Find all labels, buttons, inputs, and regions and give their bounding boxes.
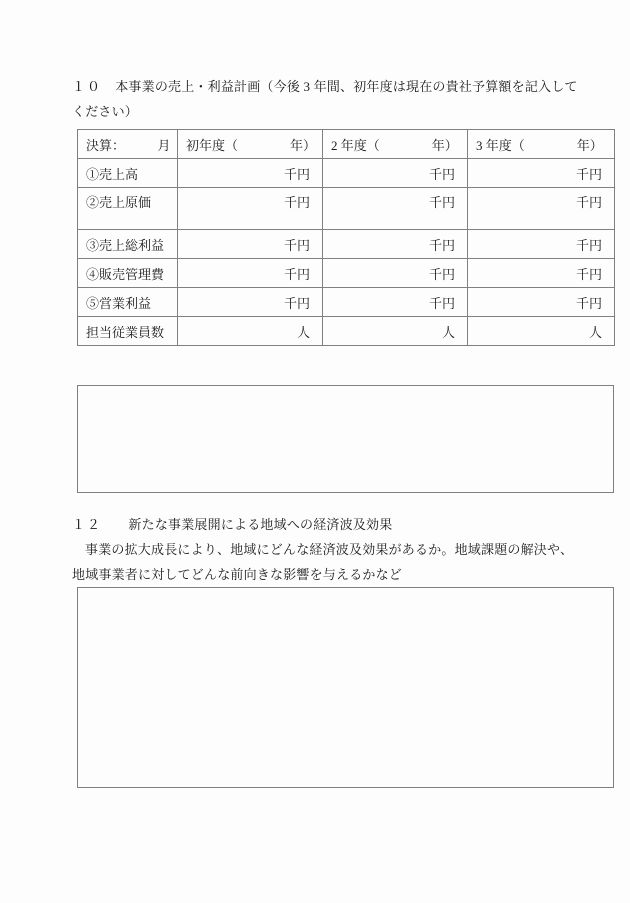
section-12-number: １２ bbox=[72, 517, 103, 532]
row-label-sga-expenses: ④販売管理費 bbox=[78, 259, 178, 288]
table-row bbox=[78, 188, 615, 230]
cell-sales-year2[interactable]: 千円 bbox=[323, 159, 468, 188]
section-10-title-line1: 本事業の売上・利益計画（今後 3 年間、初年度は現在の貴社予算額を記入して bbox=[115, 79, 578, 94]
row-label-employee-count: 担当従業員数 bbox=[78, 317, 178, 346]
cell-sga-expenses-year2[interactable]: 千円 bbox=[323, 259, 468, 288]
cell-sga-expenses-year3[interactable]: 千円 bbox=[468, 259, 615, 288]
cell-cost-of-sales-year3[interactable]: 千円 bbox=[468, 188, 615, 230]
table-row bbox=[78, 159, 615, 188]
cell-gross-profit-year1[interactable]: 千円 bbox=[178, 230, 323, 259]
table-body bbox=[78, 130, 615, 346]
cell-operating-profit-year3[interactable]: 千円 bbox=[468, 288, 615, 317]
header-cell-settlement-month: 決算： 月 bbox=[78, 130, 178, 159]
cell-sga-expenses-year1[interactable]: 千円 bbox=[178, 259, 323, 288]
section-10-title-line2: ください） bbox=[72, 104, 139, 119]
cell-employee-count-year3[interactable]: 人 bbox=[468, 317, 615, 346]
table-header-row bbox=[78, 130, 615, 159]
section-11-answer-box[interactable] bbox=[77, 385, 614, 493]
row-label-gross-profit: ③売上総利益 bbox=[78, 230, 178, 259]
section-10-heading bbox=[72, 74, 612, 124]
section-12-body-line1: 事業の拡大成長により、地域にどんな経済波及効果があるか。地域課題の解決や、 bbox=[85, 542, 574, 557]
header-cell-year1: 初年度（ 年） bbox=[178, 130, 323, 159]
cell-gross-profit-year2[interactable]: 千円 bbox=[323, 230, 468, 259]
cell-cost-of-sales-year1[interactable]: 千円 bbox=[178, 188, 323, 230]
row-label-cost-of-sales: ②売上原価 bbox=[78, 188, 178, 230]
row-label-operating-profit: ⑤営業利益 bbox=[78, 288, 178, 317]
cell-gross-profit-year3[interactable]: 千円 bbox=[468, 230, 615, 259]
cell-operating-profit-year1[interactable]: 千円 bbox=[178, 288, 323, 317]
header-cell-year2: 2 年度（ 年） bbox=[323, 130, 468, 159]
cell-employee-count-year2[interactable]: 人 bbox=[323, 317, 468, 346]
section-12-title-text: 新たな事業展開による地域への経済波及効果 bbox=[128, 517, 393, 532]
section-12-heading bbox=[72, 512, 617, 587]
cell-sales-year1[interactable]: 千円 bbox=[178, 159, 323, 188]
cell-sales-year3[interactable]: 千円 bbox=[468, 159, 615, 188]
cell-operating-profit-year2[interactable]: 千円 bbox=[323, 288, 468, 317]
section-12-answer-box[interactable] bbox=[77, 587, 614, 788]
header-cell-year3: 3 年度（ 年） bbox=[468, 130, 615, 159]
row-label-sales: ①売上高 bbox=[78, 159, 178, 188]
table-row bbox=[78, 230, 615, 259]
section-10-number: １０ bbox=[72, 79, 103, 94]
sales-profit-plan-table bbox=[77, 129, 615, 346]
cell-employee-count-year1[interactable]: 人 bbox=[178, 317, 323, 346]
table-row bbox=[78, 259, 615, 288]
table-row bbox=[78, 288, 615, 317]
section-12-body-line2: 地域事業者に対してどんな前向きな影響を与えるかなど bbox=[72, 567, 403, 582]
cell-cost-of-sales-year2[interactable]: 千円 bbox=[323, 188, 468, 230]
table-row bbox=[78, 317, 615, 346]
